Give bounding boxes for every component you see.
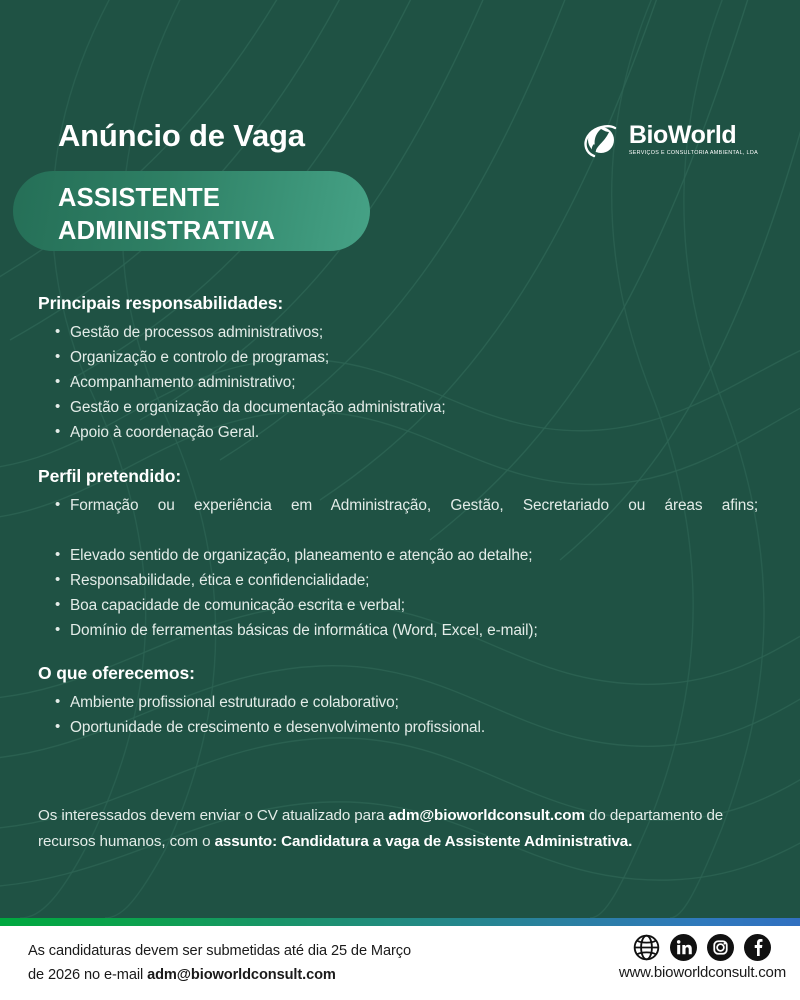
job-title-text: ASSISTENTE ADMINISTRATIVA xyxy=(58,184,276,245)
section-heading: O que oferecemos: xyxy=(38,663,195,683)
list-item: • Apoio à coordenação Geral. xyxy=(38,421,778,446)
deadline-line-1: As candidaturas devem ser submetidas até dia 25 de Março xyxy=(28,943,411,959)
section-list xyxy=(38,691,778,741)
apply-email: adm@bioworldconsult.com xyxy=(388,807,585,824)
list-item: • Acompanhamento administrativo; xyxy=(38,371,778,396)
website-url[interactable]: www.bioworldconsult.com xyxy=(618,964,786,981)
social-links xyxy=(633,934,771,961)
apply-middle: do departamento de recursos humanos, com o xyxy=(38,807,724,850)
instagram-icon[interactable] xyxy=(707,934,734,961)
list-item: • Gestão de processos administrativos; xyxy=(38,321,778,346)
deadline-email: adm@bioworldconsult.com xyxy=(147,966,336,983)
deadline-line-2-prefix: de 2026 no e-mail xyxy=(28,966,148,983)
list-item: • Boa capacidade de comunicação escrita e verbal; xyxy=(38,594,788,619)
gradient-divider xyxy=(0,918,800,926)
section-heading: Principais responsabilidades: xyxy=(38,293,284,313)
list-item: • Elevado sentido de organização, planeamento e atenção ao detalhe; xyxy=(38,544,788,569)
website-globe-icon[interactable] xyxy=(633,934,660,961)
poster-header xyxy=(0,118,800,178)
logo-tagline: SERVIÇOS E CONSULTORIA AMBIENTAL, LDA xyxy=(628,150,758,157)
section-oferecemos xyxy=(38,663,778,741)
logo-wordmark: BioWorld xyxy=(628,121,737,150)
list-item: • Formação ou experiência em Administração, Gestão, Secretariado ou áreas afins; xyxy=(38,494,788,544)
list-item: • Oportunidade de crescimento e desenvolvimento profissional. xyxy=(38,716,778,741)
list-item: • Responsabilidade, ética e confidencialidade; xyxy=(38,569,788,594)
section-perfil xyxy=(38,466,788,644)
section-heading: Perfil pretendido: xyxy=(38,466,182,486)
list-item: • Organização e controlo de programas; xyxy=(38,346,778,371)
section-list xyxy=(38,321,778,446)
deadline-text xyxy=(28,940,411,987)
list-item: • Gestão e organização da documentação administrativa; xyxy=(38,396,778,421)
apply-lead: Os interessados devem enviar o CV atualizado para xyxy=(38,807,389,824)
footer-contact xyxy=(619,934,786,981)
section-responsabilidades xyxy=(38,293,778,446)
facebook-icon[interactable] xyxy=(744,934,771,961)
company-logo xyxy=(582,120,758,160)
poster-footer xyxy=(0,926,800,1000)
list-item: • Ambiente profissional estruturado e colaborativo; xyxy=(38,691,778,716)
apply-subject: assunto: Candidatura a vaga de Assistente Administrativa. xyxy=(214,832,633,850)
linkedin-icon[interactable] xyxy=(670,934,697,961)
globe-leaf-icon xyxy=(582,120,622,160)
application-instructions xyxy=(38,803,728,854)
page-title: Anúncio de Vaga xyxy=(58,118,305,153)
section-list xyxy=(38,494,788,644)
list-item: • Domínio de ferramentas básicas de informática (Word, Excel, e-mail); xyxy=(38,619,788,644)
